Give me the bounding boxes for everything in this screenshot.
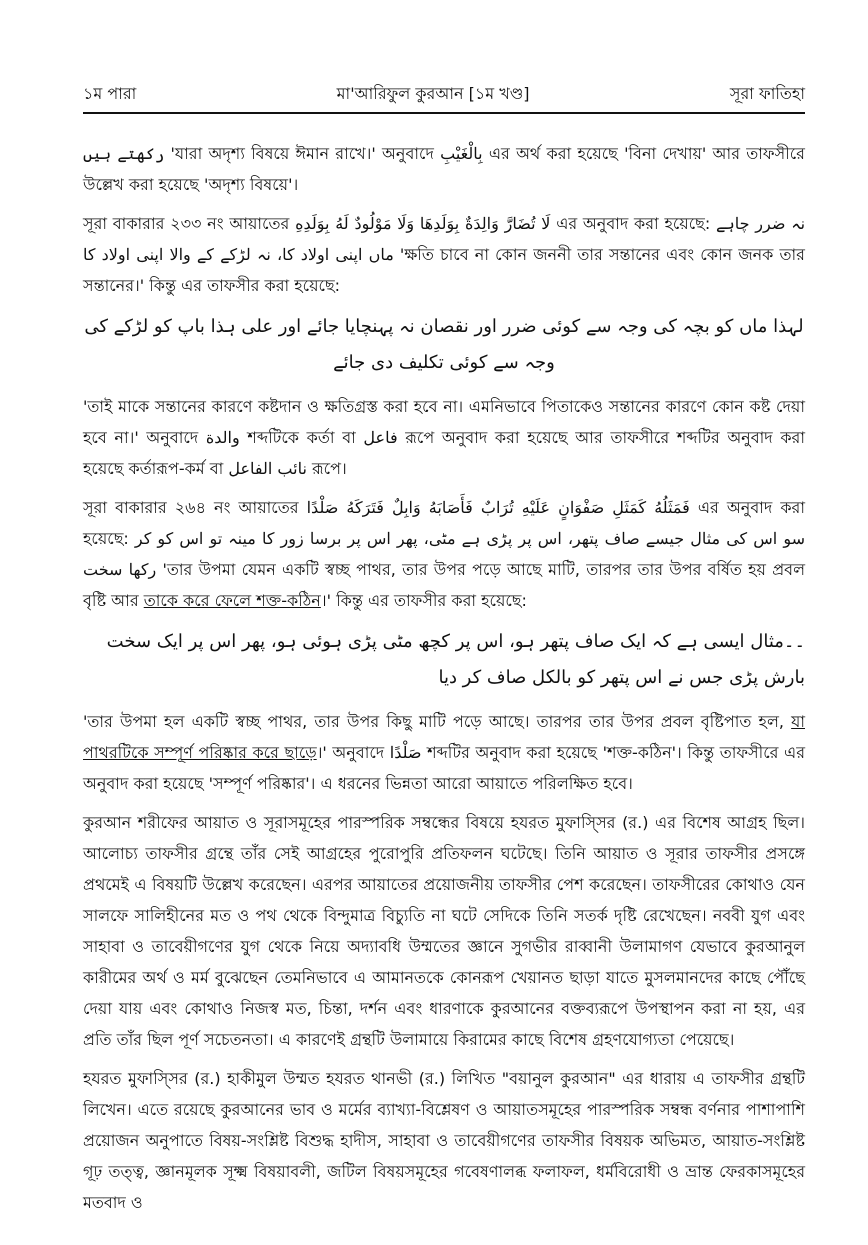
underlined-phrase: তাকে করে ফেলে শক্ত-কঠিন — [143, 591, 321, 610]
paragraph-text: এর অনুবাদ করা হয়েছে: — [550, 214, 716, 233]
paragraph-text: রূপে। — [306, 459, 347, 478]
arabic-word: فاعل — [363, 428, 398, 447]
paragraph-text: সূরা বাকারার ২৩৩ নং আয়াতের — [83, 214, 296, 233]
header-book-title: মা'আরিফুল কুরআন [১ম খণ্ড] — [336, 83, 530, 103]
urdu-phrase: رکھتے ہیں — [83, 144, 165, 163]
paragraph-4 — [83, 492, 805, 616]
urdu-tafsir-quote-2: ۔۔مثال ایسی ہے کہ ایک صاف پتھر ہو، اس پر کچھ مٹی پڑی ہوئی ہو، پھر اس پر ایک سخت بارش پڑی جس نے اس پتھر کو بالکل صاف کر دیا — [106, 631, 805, 688]
paragraph-text: 'যারা অদৃশ্য বিষয়ে ঈমান রাখে।' অনুবাদে — [164, 144, 441, 163]
paragraph-text: শব্দটিকে কর্তা বা — [239, 428, 364, 447]
paragraph-text: 'তার উপমা যেমন একটি স্বচ্ছ পাথর, তার উপর পড়ে আছে মাটি, তারপর তার উপর বর্ষিত হয় প্রবল বৃষ্টি আর — [83, 560, 805, 610]
underlined-phrase: যা পাথরটিকে সম্পূর্ণ পরিষ্কার করে ছাড়ে — [83, 712, 805, 762]
paragraph-text: শব্দটির অনুবাদ করা হয়েছে 'শক্ত-কঠিন'। কিন্তু তাফসীরে এর অনুবাদ করা হয়েছে 'সম্পূর্ণ পরিষ্কার'। এ ধরনের ভিন্নতা আরো আয়াতে পরিলক্ষিত হবে। — [83, 743, 805, 793]
page-body — [83, 138, 805, 1226]
arabic-word: بِالْغَيْبِ — [440, 144, 483, 163]
urdu-translation: سو اس کی مثال جیسے صاف پتھر، اس پر پڑی ہے مٹی، پھر اس پر برسا زور کا مینہ تو اس کو کر رکھا سخت — [83, 529, 805, 579]
urdu-tafsir-quote-1: لہذا ماں کو بچہ کی وجہ سے کوئی ضرر اور نقصان نہ پہنچایا جائے اور علی ہذا باپ کو لڑکے کی وجہ سے کوئی تکلیف دی جائے — [84, 316, 804, 373]
header-part-label: ১ম পারা — [83, 83, 137, 103]
arabic-verse: فَمَثَلُهُ كَمَثَلِ صَفْوَانٍ عَلَيْهِ تُرَابٌ فَأَصَابَهُ وَابِلٌ فَتَرَكَهُ صَلْدًا — [306, 498, 690, 517]
urdu-translation: نہ ضرر چاہے ماں اپنی اولاد کا، نہ لڑکے کے والا اپنی اولاد کا — [83, 214, 806, 264]
paragraph-text: 'তাই মাকে সন্তানের কারণে কষ্টদান ও ক্ষতিগ্রস্ত করা হবে না। এমনিভাবে পিতাকেও সন্তানের কারণে কোন কষ্ট দেয়া হবে না।' অনুবাদে — [83, 397, 805, 447]
header-divider — [83, 112, 805, 114]
arabic-word: صَلْدًا — [389, 743, 422, 762]
header-surah-name: সূরা ফাতিহা — [729, 83, 805, 103]
arabic-word: نائب الفاعل — [228, 459, 307, 478]
paragraph-text: 'তার উপমা হল একটি স্বচ্ছ পাথর, তার উপর কিছু মাটি পড়ে আছে। তারপর তার উপর প্রবল বৃষ্টিপাত হল, — [83, 712, 792, 731]
paragraph-text: এর অর্থ করা হয়েছে 'বিনা দেখায়' আর তাফসীরে উল্লেখ করা হয়েছে 'অদৃশ্য বিষয়ে'। — [83, 144, 805, 194]
paragraph-text: রূপে অনুবাদ করা হয়েছে আর তাফসীরে শব্দটির অনুবাদ করা হয়েছে কর্তারূপ-কর্ম বা — [83, 428, 805, 478]
paragraph-5 — [83, 706, 805, 799]
paragraph-3 — [83, 391, 805, 484]
paragraph-2 — [83, 208, 805, 301]
paragraph-1 — [83, 138, 805, 200]
page-header — [83, 80, 805, 108]
arabic-verse: لَا تُضَارَّ وَالِدَةٌ بِوَلَدِهَا وَلَا مَوْلُودٌ لَهُ بِوَلَدِهِ — [295, 214, 551, 233]
paragraph-text: এর অনুবাদ করা হয়েছে: — [83, 498, 805, 548]
paragraph-text: সূরা বাকারার ২৬৪ নং আয়াতের — [83, 498, 307, 517]
paragraph-text: 'ক্ষতি চাবে না কোন জননী তার সন্তানের এবং কোন জনক তার সন্তানের।' কিন্তু এর তাফসীর করা হয়েছে: — [83, 245, 805, 295]
arabic-word: والدة — [205, 428, 240, 447]
paragraph-text: ।' কিন্তু এর তাফসীর করা হয়েছে: — [320, 591, 527, 610]
paragraph-7: হযরত মুফাস্সির (র.) হাকীমুল উম্মত হযরত থানভী (র.) লিখিত "বয়ানুল কুরআন" এর ধারায় এ তাফসীর গ্রন্থটি লিখেন। এতে রয়েছে কুরআনের ভাব ও মর্মের ব্যাখ্যা-বিশ্লেষণ ও আয়াতসমূহের পারস্পরিক সম্বন্ধ বর্ণনার পাশাপাশি প্রয়োজন অনুপাতে বিষয়-সংশ্লিষ্ট বিশুদ্ধ হাদীস, সাহাবা ও তাবেয়ীগণের তাফসীর বিষয়ক অভিমত, আয়াত-সংশ্লিষ্ট গূঢ় তত্ত্ব, জ্ঞানমূলক সূক্ষ্ম বিষয়াবলী, জটিল বিষয়সমূহের গবেষণালব্ধ ফলাফল, ধর্মবিরোধী ও ভ্রান্ত ফেরকাসমূহের মতবাদ ও — [83, 1069, 805, 1212]
paragraph-6: কুরআন শরীফের আয়াত ও সূরাসমূহের পারস্পরিক সম্বন্ধের বিষয়ে হযরত মুফাস্সির (র.) এর বিশেষ আগ্রহ ছিল। আলোচ্য তাফসীর গ্রন্থে তাঁর সেই আগ্রহের পুরোপুরি প্রতিফলন ঘটেছে। তিনি আয়াত ও সূরার তাফসীর প্রসঙ্গে প্রথমেই এ বিষয়টি উল্লেখ করেছেন। এরপর আয়াতের প্রয়োজনীয় তাফসীর পেশ করেছেন। তাফসীরের কোথাও যেন সালফে সালিহীনের মত ও পথ থেকে বিন্দুমাত্র বিচ্যুতি না ঘটে সেদিকে তিনি সতর্ক দৃষ্টি রেখেছেন। নববী যুগ এবং সাহাবা ও তাবেয়ীগণের যুগ থেকে নিয়ে অদ্যাবধি উম্মতের জ্ঞানে সুগভীর রাব্বানী উলামাগণ যেভাবে কুরআনুল কারীমের অর্থ ও মর্ম বুঝেছেন তেমনিভাবে এ আমানতকে কোনরূপ খেয়ানত ছাড়া যাতে মুসলমানদের কাছে পৌঁছে দেয়া যায় এবং কোথাও নিজস্ব মত, চিন্তা, দর্শন এবং ধারণাকে কুরআনের বক্তব্যরূপে উপস্থাপন করা না হয়, এর প্রতি তাঁর ছিল পূর্ণ সচেতনতা। এ কারণেই গ্রন্থটি উলামায়ে কিরামের কাছে বিশেষ গ্রহণযোগ্যতা পেয়েছে। — [83, 813, 805, 1049]
paragraph-text: ।' অনুবাদে — [316, 743, 390, 762]
